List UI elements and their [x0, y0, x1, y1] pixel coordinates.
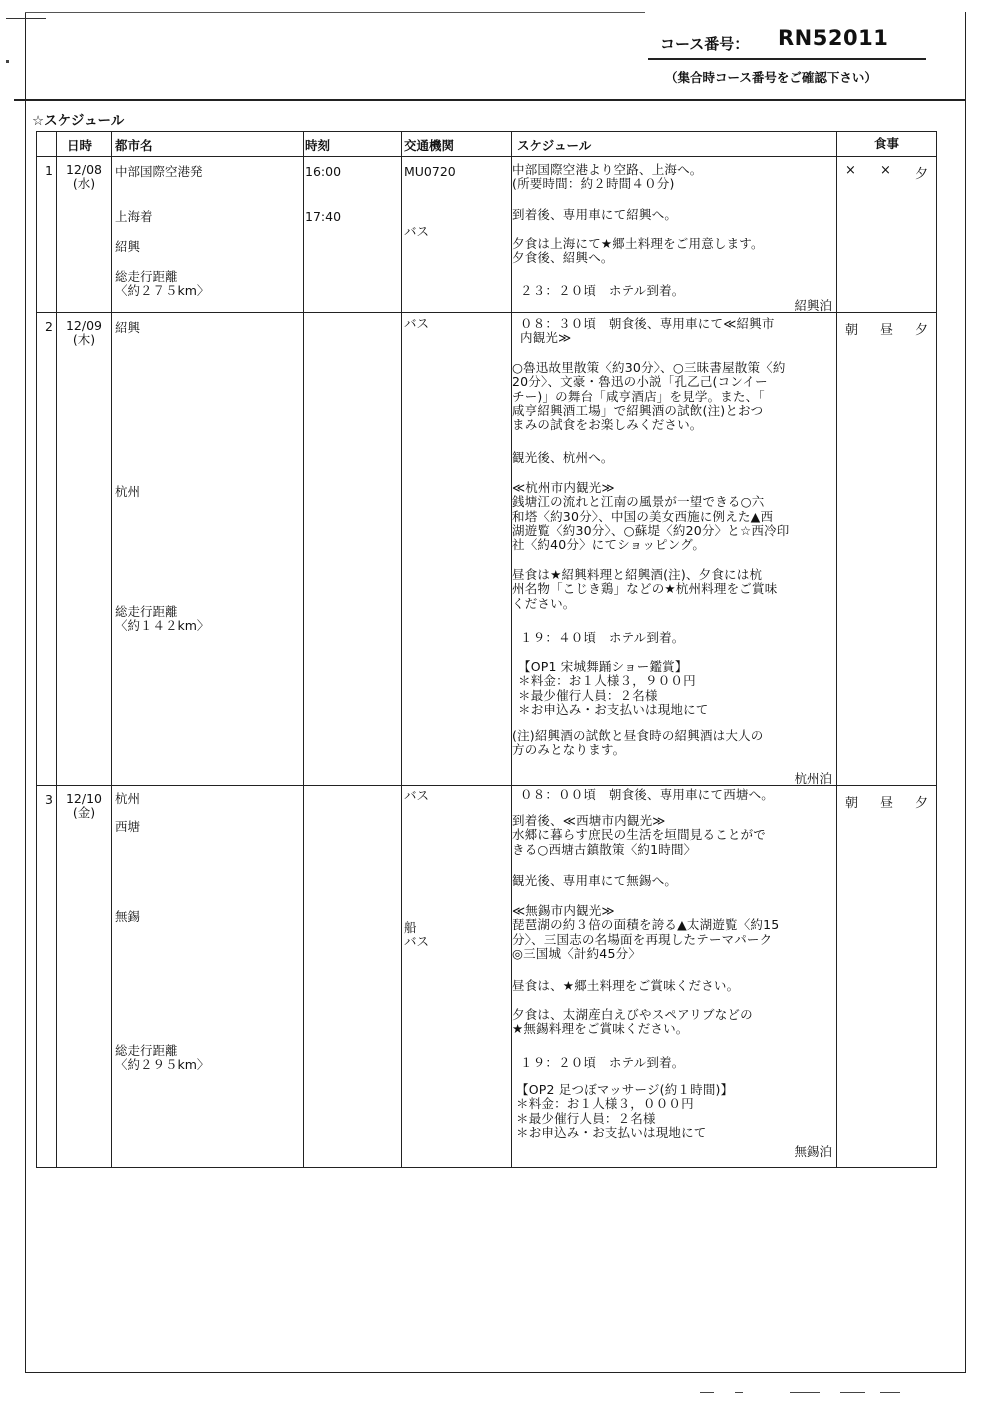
meal-breakfast: ×	[845, 163, 856, 178]
scan-speck	[840, 1392, 865, 1393]
day-date: 12/09 (木)	[65, 318, 103, 347]
course-number: RN52011	[778, 26, 889, 50]
header-meals: 食事	[837, 132, 937, 157]
hotel-stay: 杭州泊	[794, 771, 832, 786]
city-name: 杭州	[115, 484, 141, 499]
meals-list	[845, 792, 928, 811]
schedule-item: ２３：２０頃 ホテル到着。	[520, 283, 685, 298]
schedule-item: 【OP1 宋城舞踊ショー鑑賞】 ＊料金：お１人様３，９００円 ＊最少催行人員：２名様 ＊お申込み・お支払いは現地にて	[518, 659, 709, 717]
schedule-item: ０８：３０頃 朝食後、専用車にて≪紹興市 内観光≫	[520, 316, 775, 346]
scan-speck	[790, 1392, 820, 1393]
transport-mode: バス	[404, 316, 430, 331]
city-name: 西塘	[115, 819, 141, 834]
transport-mode: バス	[404, 224, 430, 239]
meal-lunch: ×	[879, 163, 891, 178]
header-schedule: スケジュール	[512, 132, 837, 157]
schedule-item: １９：４０頃 ホテル到着。	[520, 630, 685, 645]
table-row	[37, 786, 937, 1168]
hotel-stay: 紹興泊	[794, 298, 832, 313]
meal-breakfast: 朝	[845, 323, 859, 338]
page-frame-top	[25, 12, 645, 13]
schedule-item: ○魯迅故里散策〈約30分〉、○三昧書屋散策〈約 20分〉、文豪・魯迅の小説「孔乙己(コンイー チー)」の舞台「咸亨酒店」を見学。また、「 咸亨紹興酒工場」で紹興酒の試飲(注)とおつ まみの試食をお楽しみください。	[512, 360, 786, 433]
day-num-cell	[37, 786, 57, 1168]
meals-list	[845, 319, 928, 338]
city-name: 中部国際空港発	[115, 164, 203, 179]
schedule-item: ≪無錫市内観光≫ 琵琶湖の約３倍の面積を誇る▲太湖遊覧〈約15 分〉、三国志の名場面を再現したテーマパーク ◎三国城〈計約45分〉	[512, 903, 780, 961]
schedule-item: 昼食は★紹興料理と紹興酒(注)、夕食には杭 州名物「こじき鶏」などの★杭州料理をご賞味 ください。	[512, 567, 778, 611]
schedule-item: ≪杭州市内観光≫ 銭塘江の流れと江南の風景が一望できる○六 和塔〈約30分〉、中国の美女西施に例えた▲西 湖遊覧〈約30分〉、○蘇堤〈約20分〉と☆西冷印 社〈約40分〉にてショッピング。	[512, 480, 790, 553]
meals-cell	[837, 786, 937, 1168]
schedule-item: 到着後、≪西塘市内観光≫ 水郷に暮らす庶民の生活を垣間見ることがで きる○西塘古鎮散策〈約1時間〉	[512, 813, 767, 857]
schedule-item: 夕食は、太湖産白えびやスペアリブなどの ★無錫料理をご賞味ください。	[512, 1007, 753, 1037]
course-note: （集合時コース番号をご確認下さい）	[665, 70, 877, 85]
total-distance: 総走行距離 〈約２９５km〉	[115, 1043, 210, 1072]
header-divider	[14, 99, 965, 101]
table-row	[37, 313, 937, 786]
date-cell	[57, 157, 112, 313]
schedule-item: １９：２０頃 ホテル到着。	[520, 1055, 685, 1070]
schedule-table	[36, 131, 937, 1168]
schedule-cell	[512, 157, 837, 313]
header-city: 都市名	[112, 132, 304, 157]
header-time: 時刻	[304, 132, 402, 157]
meal-lunch: 昼	[879, 796, 893, 811]
flight-number: MU0720	[404, 164, 456, 179]
transport-mode: 船 バス	[404, 920, 430, 949]
table-row	[37, 157, 937, 313]
schedule-item: (注)紹興酒の試飲と昼食時の紹興酒は大人の 方のみとなります。	[512, 728, 764, 758]
meal-lunch: 昼	[879, 323, 893, 338]
scan-speck	[6, 60, 9, 63]
transport-cell	[402, 786, 512, 1168]
day-date: 12/08 (水)	[65, 162, 103, 191]
day-num-cell	[37, 157, 57, 313]
day-number: 1	[45, 163, 53, 178]
city-cell	[112, 786, 304, 1168]
schedule-item: ０８：００頃 朝食後、専用車にて西塘へ。	[520, 787, 775, 802]
meal-dinner: 夕	[914, 796, 928, 811]
day-date: 12/10 (金)	[65, 791, 103, 820]
schedule-item: 中部国際空港より空路、上海へ。 (所要時間：約２時間４０分)	[512, 162, 703, 192]
date-cell	[57, 786, 112, 1168]
transport-mode: バス	[404, 788, 430, 803]
city-cell	[112, 313, 304, 786]
course-label: コース番号：	[660, 35, 750, 53]
meal-dinner: 夕	[914, 167, 928, 182]
header-transport: 交通機関	[402, 132, 512, 157]
meals-cell	[837, 157, 937, 313]
schedule-item: 夕食は上海にて★郷土料理をご用意します。 夕食後、紹興へ。	[512, 236, 764, 266]
arrival-time: 17:40	[305, 209, 342, 224]
time-cell	[304, 157, 402, 313]
schedule-item: 昼食は、★郷土料理をご賞味ください。	[512, 978, 740, 993]
day-number: 2	[45, 319, 53, 334]
city-cell	[112, 157, 304, 313]
time-cell	[304, 786, 402, 1168]
schedule-item: 到着後、専用車にて紹興へ。	[512, 207, 678, 222]
scan-speck	[735, 1392, 743, 1393]
table-header-row	[37, 132, 937, 157]
meals-cell	[837, 313, 937, 786]
time-cell	[304, 313, 402, 786]
scan-mark	[6, 18, 46, 19]
schedule-item: 観光後、杭州へ。	[512, 450, 614, 465]
city-name: 杭州	[115, 791, 141, 806]
city-name: 無錫	[115, 909, 141, 924]
departure-time: 16:00	[305, 164, 342, 179]
scan-speck	[880, 1392, 900, 1393]
schedule-item: 観光後、専用車にて無錫へ。	[512, 873, 678, 888]
day-num-cell	[37, 313, 57, 786]
transport-cell	[402, 157, 512, 313]
header-num	[37, 132, 57, 157]
hotel-stay: 無錫泊	[794, 1144, 832, 1159]
header-date: 日時	[57, 132, 112, 157]
meals-list	[845, 163, 928, 182]
city-name: 上海着	[115, 209, 153, 224]
city-name: 紹興	[115, 239, 141, 254]
total-distance: 総走行距離 〈約２７５km〉	[115, 269, 210, 298]
schedule-cell	[512, 313, 837, 786]
city-name: 紹興	[115, 320, 141, 335]
course-underline	[648, 58, 926, 60]
scan-speck	[700, 1392, 714, 1393]
date-cell	[57, 313, 112, 786]
section-title: ☆スケジュール	[32, 113, 125, 129]
transport-cell	[402, 313, 512, 786]
schedule-item: 【OP2 足つぼマッサージ(約１時間)】 ＊料金：お１人様３，０００円 ＊最少催行人員：２名様 ＊お申込み・お支払いは現地にて	[516, 1082, 734, 1140]
meal-dinner: 夕	[914, 323, 928, 338]
day-number: 3	[45, 792, 53, 807]
schedule-cell	[512, 786, 837, 1168]
total-distance: 総走行距離 〈約１４２km〉	[115, 604, 210, 633]
meal-breakfast: 朝	[845, 796, 859, 811]
